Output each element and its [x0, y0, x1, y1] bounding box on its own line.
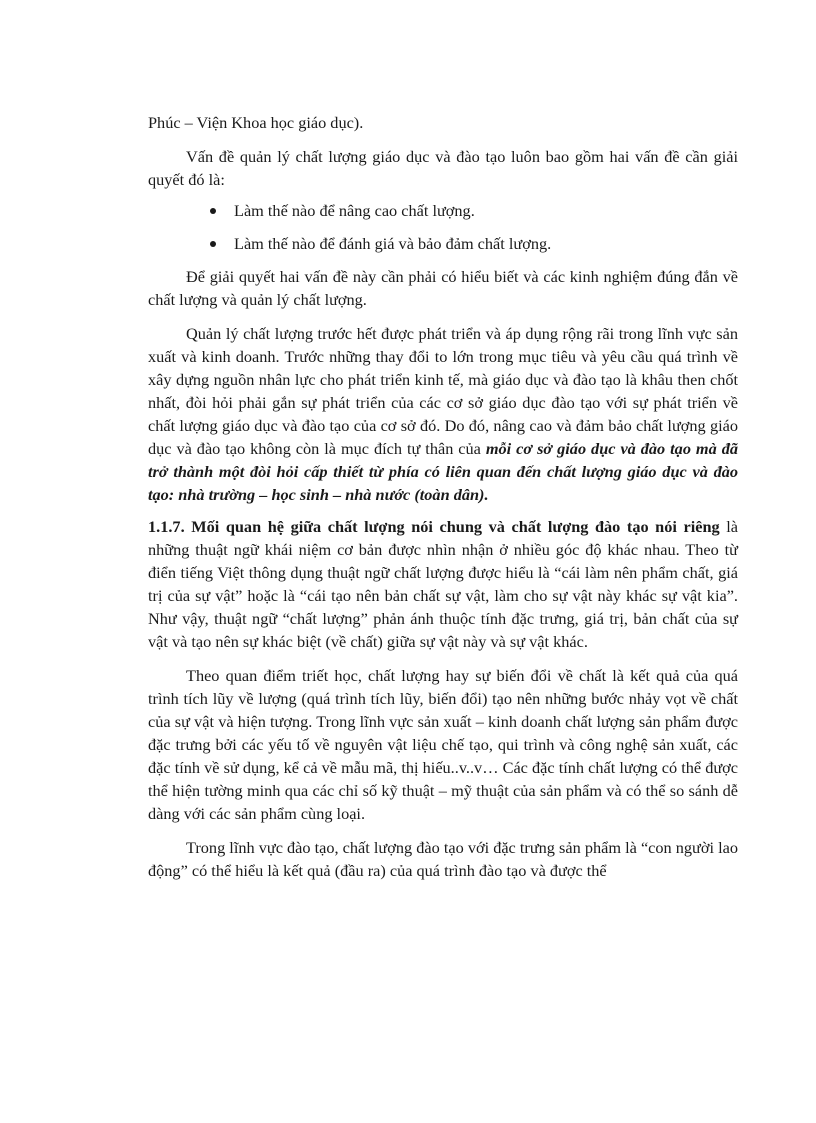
bullet-list [148, 199, 738, 255]
section-1-1-7 [148, 515, 738, 653]
bullet-dot-icon [210, 241, 216, 247]
document-page [148, 111, 738, 882]
paragraph-training: Trong lĩnh vực đào tạo, chất lượng đào tạo với đặc trưng sản phẩm là “con người lao động” có thể hiểu là kết quả (đầu ra) của quá trình đào tạo và được thể [148, 838, 738, 880]
paragraph-continuation: Phúc – Viện Khoa học giáo dục). [148, 113, 364, 132]
paragraph-philosophy: Theo quan điểm triết học, chất lượng hay sự biến đổi về chất là kết quả của quá trình tích lũy về lượng (quá trình tích lũy, biến đổi) tạo nên những bước nhảy vọt về chất của sự vật và hiện tượng. Trong lĩnh vực sản xuất – kinh doanh chất lượng sản phẩm được đặc trưng bởi các yếu tố về nguyên vật liệu chế tạo, qui trình và công nghệ sản xuất, các đặc tính về sử dụng, kể cả về mẫu mã, thị hiếu..v..v… Các đặc tính chất lượng có thể được thể hiện tường minh qua các chỉ số kỹ thuật – mỹ thuật của sản phẩm và có thể so sánh dễ dàng với các sản phẩm cùng loại. [148, 666, 738, 823]
bullet-item [148, 199, 738, 222]
bullet-dot-icon [210, 208, 216, 214]
bullet-text: Làm thế nào để nâng cao chất lượng. [234, 201, 475, 220]
paragraph-text: là những thuật ngữ khái niệm cơ bản được nhìn nhận ở nhiều góc độ khác nhau. Theo từ điển tiếng Việt thông dụng thuật ngữ chất lượng được hiểu là “cái làm nên phẩm chất, giá trị của sự vật” hoặc là “cái tạo nên bản chất sự vật, làm cho sự vật này khác sự vật kia”. Như vậy, thuật ngữ “chất lượng” phản ánh thuộc tính đặc trưng, giá trị, bản chất của sự vật và tạo nên sự khác biệt (về chất) giữa sự vật này và sự vật khác. [148, 517, 738, 651]
section-heading: 1.1.7. Mối quan hệ giữa chất lượng nói chung và chất lượng đào tạo nói riêng [148, 517, 720, 536]
bullet-item [148, 232, 738, 255]
paragraph-solution: Để giải quyết hai vấn đề này cần phải có hiểu biết và các kinh nghiệm đúng đắn về chất lượng và quản lý chất lượng. [148, 267, 738, 309]
paragraph-intro: Vấn đề quản lý chất lượng giáo dục và đào tạo luôn bao gồm hai vấn đề cần giải quyết đó là: [148, 147, 738, 189]
paragraph-text: Quản lý chất lượng trước hết được phát triển và áp dụng rộng rãi trong lĩnh vực sản xuất và kinh doanh. Trước những thay đổi to lớn trong mục tiêu và yêu cầu quá trình về xây dựng nguồn nhân lực cho phát triển kinh tế, mà giáo dục và đào tạo là khâu then chốt nhất, đòi hỏi phải gắn sự phát triển của các cơ sở giáo dục đào tạo với sự phát triển về chất lượng giáo dục và đào tạo của cơ sở đó. Do đó, nâng cao và đảm bảo chất lượng giáo dục và đào tạo không còn là mục đích tự thân của [148, 324, 738, 458]
bullet-text: Làm thế nào để đánh giá và bảo đảm chất lượng. [234, 234, 552, 253]
paragraph-quality-management [148, 322, 738, 506]
emphasis-text: mỗi cơ sở giáo dục và đào tạo mà đã trở thành một đòi hỏi cấp thiết từ phía có liên quan đến chất lượng giáo dục và đào tạo: nhà trường – học sinh – nhà nước (toàn dân). [148, 439, 738, 504]
